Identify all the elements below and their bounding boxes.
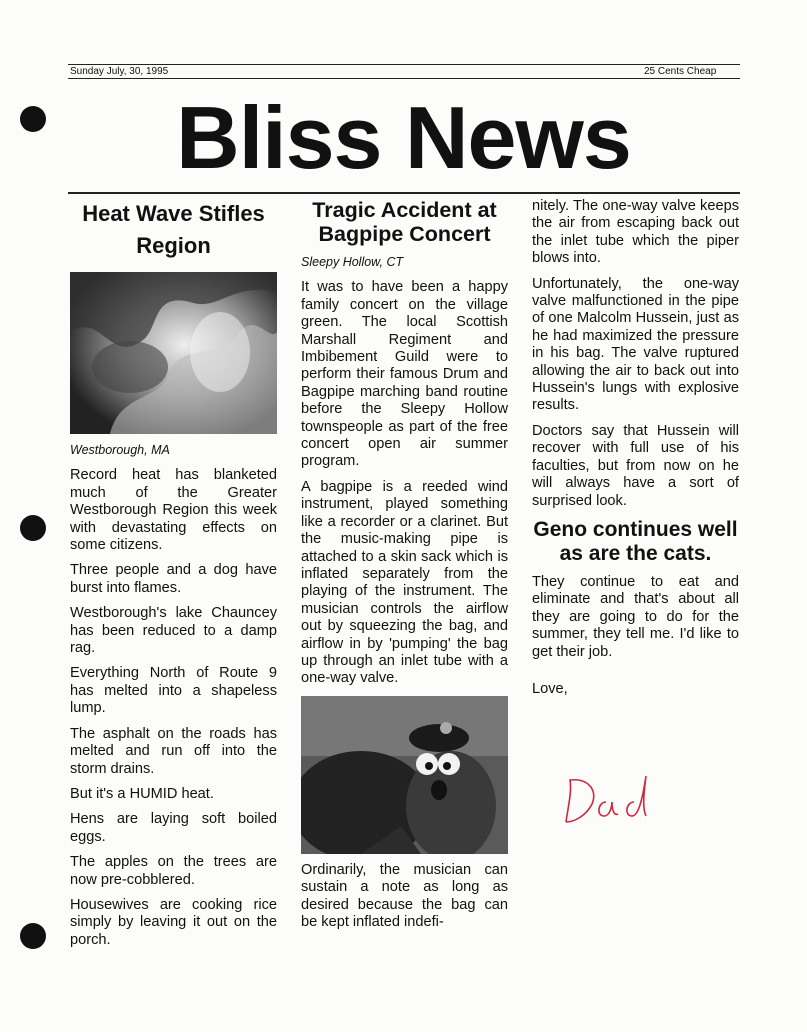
paragraph: Ordinarily, the musician can sustain a note as long as desired because the bag can be kept inflated indefi- — [301, 861, 508, 930]
punch-hole-middle — [20, 515, 46, 541]
paragraph: Record heat has blanketed much of the Greater Westborough Region this week with devastating effects on some citizens. — [70, 467, 277, 554]
fire-photo — [70, 272, 277, 434]
paragraph: Hens are laying soft boiled eggs. — [70, 811, 277, 845]
paragraph: nitely. The one-way valve keeps the air from escaping back out the inlet tube which the piper blows into. — [532, 198, 739, 267]
paragraph: Three people and a dog have burst into flames. — [70, 562, 277, 596]
signature-handwritten — [558, 772, 658, 832]
issue-date: Sunday July, 30, 1995 — [70, 66, 169, 77]
paragraph: But it's a HUMID heat. — [70, 785, 214, 802]
column-bagpipe — [301, 198, 508, 939]
masthead-title: Bliss News — [176, 88, 631, 187]
headline-bagpipe: Tragic Accident at Bagpipe Concert — [312, 198, 497, 246]
paragraph: Housewives are cooking rice simply by leaving it out on the porch. — [70, 896, 277, 948]
column-heat-wave — [70, 198, 277, 957]
paragraph: Unfortunately, the one-way valve malfunctioned in the pipe of one Malcolm Hussein, just as he had maximized the pressure in his bag. The valve ruptured allowing the air to back out into Hussein's lungs with explosive results. — [532, 275, 739, 414]
dateline-sleepy-hollow: Sleepy Hollow, CT — [301, 255, 404, 269]
paragraph: They continue to eat and eliminate and that's about all they are going to do for the summer, they tell me. I'd like to get their job. — [532, 573, 739, 660]
paragraph: It was to have been a happy family concert on the village green. The local Scottish Marshall Regiment and Imbibement Guild were to perform their famous Drum and Bagpipe marching band routine before the Sleepy Hollow townspeople as part of the free concert open air summer program. — [301, 279, 508, 470]
dateline-westborough: Westborough, MA — [70, 443, 170, 457]
paragraph: Westborough's lake Chauncey has been reduced to a damp rag. — [70, 605, 277, 657]
paragraph: Doctors say that Hussein will recover with full use of his faculties, but from now on he will always have a sort of surprised look. — [532, 422, 739, 509]
bagpiper-photo — [301, 696, 508, 854]
closing-text: Love, — [532, 680, 568, 697]
issue-price: 25 Cents Cheap — [644, 66, 717, 77]
paragraph: Everything North of Route 9 has melted into a shapeless lump. — [70, 665, 277, 717]
column-continued — [532, 198, 739, 706]
dateline-rule — [68, 78, 740, 79]
headline-heat-wave: Heat Wave Stifles Region — [82, 201, 265, 258]
paragraph: The asphalt on the roads has melted and run off into the storm drains. — [70, 725, 277, 777]
masthead-rule — [68, 192, 740, 194]
headline-geno: Geno continues well as are the cats. — [533, 517, 738, 565]
paragraph: The apples on the trees are now pre-cobblered. — [70, 854, 277, 888]
paragraph: A bagpipe is a reeded wind instrument, played something like a recorder or a clarinet. But the music-making pipe is attached to a skin sack which is inflated separately from the playing of the instrument. The musician controls the airflow out by squeezing the bag, and airflow in by 'pumping' the bag up through an inlet tube with a one-way valve. — [301, 478, 508, 687]
top-rule — [68, 64, 740, 65]
punch-hole-bottom — [20, 923, 46, 949]
